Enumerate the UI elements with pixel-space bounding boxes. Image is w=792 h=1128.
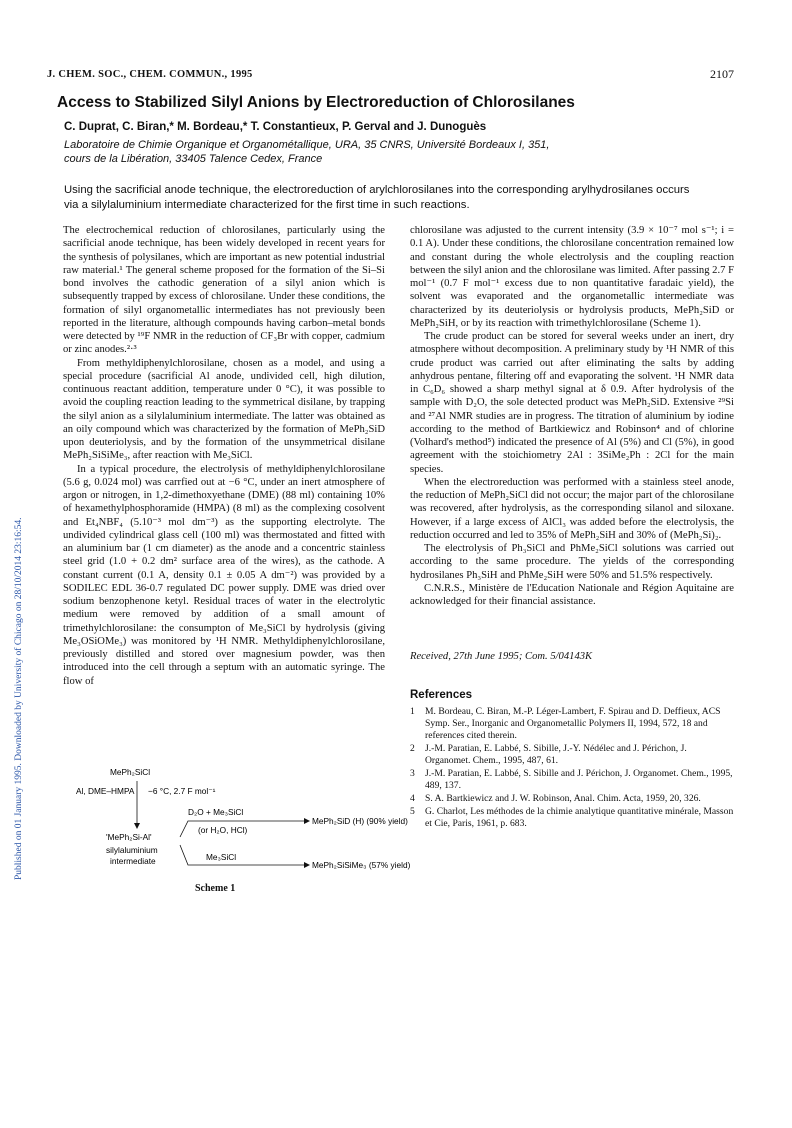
paragraph: From methyldiphenylchlorosilane, chosen as a model, and using a special procedure (sacrificial Al anode, undivided cell, high dilution, continuous reactant addition, temperature under 0 °C), it was possible to avoid the coupling reaction leading to the symmetrical disilane, by trapping the silyl anion as a silylaluminium intermediate. The latter was obtained as an oily compound which was characterized by the formation of MePh₂SiD upon deuteriolysis, and by the formation of the unsymmetrical disilane MePh₂SiSiMe₃, after reaction with Me₃SiCl. [63, 357, 385, 462]
scheme-arrowhead [304, 862, 310, 868]
affiliation [64, 138, 704, 166]
download-watermark-text: Published on 01 January 1995. Downloaded by University of Chicago on 28/10/2014 23:16:54. [14, 517, 24, 880]
paragraph: chlorosilane was adjusted to the current intensity (3.9 × 10⁻⁷ mol s⁻¹; i = 0.1 A). Under these conditions, the chlorosilane concentration remained low and constant during the whole electrolysis and the coupling reaction between the silyl anion and the chlorosilane was limited. After passing 2.7 F mol⁻¹ (0.7 F mol⁻¹ excess due to non quantitative faradaic yield), the solvent was evaporated and the organometallic intermediate was characterized by its deuteriolysis or hydrolysis products, MePh₂SiD or MePh₂SiH, or by its reaction with trimethylchlorosilane (Scheme 1). [410, 225, 734, 329]
body-column-left [63, 224, 385, 688]
reference-item: 3 J.-M. Paratian, E. Labbé, S. Sibille and J. Périchon, J. Organomet. Chem., 1995, 489, 137. [410, 768, 733, 791]
scheme-product-top: MePh₂SiD (H) (90% yield) [312, 816, 408, 826]
scheme-intermediate-label: intermediate [110, 856, 156, 866]
affiliation-line-2: cours de la Libération, 33405 Talence Cedex, France [64, 153, 323, 165]
scheme-intermediate-label: silylaluminium [106, 845, 158, 855]
acknowledgements: C.N.R.S., Ministère de l'Education Nationale and Région Aquitaine are acknowledged for their financial assistance. [410, 582, 734, 607]
reference-item: 1 M. Bordeau, C. Biran, M.-P. Léger-Lambert, F. Spirau and D. Deffieux, ACS Symp. Ser., Inorganic and Organometallic Polymers II, 1994, 572, 18 and references cited therein. [410, 706, 721, 741]
scheme-branch-bottom [180, 845, 308, 865]
scheme-arrowhead [134, 823, 140, 829]
references-heading: References [410, 689, 473, 701]
scheme-product-bottom: MePh₂SiSiMe₃ (57% yield) [312, 860, 411, 870]
scheme-reagent-top-alt: (or H₂O, HCl) [198, 825, 248, 835]
scheme-arrowhead [304, 818, 310, 824]
scheme-reagent-bottom: Me₃SiCl [206, 852, 237, 862]
paragraph: The electrochemical reduction of chlorosilanes, particularly using the sacrificial anode technique, has been widely developed in recent years for the synthesis of polysilanes, which are important as new potential industrial raw material.¹ The general scheme proposed for the formation of the Si–Si bond involves the cathodic generation of a silyl anion which is subsequently trapped by excess of chlorosilane. Under these conditions, the formation of silyl organometallic intermediates has not previously been reported in the literature, although compounds having carbon–metal bonds were detected by ¹⁹F NMR in the reduction of CF₃Br with copper, cadmium or zinc anodes.²·³ [63, 225, 385, 356]
paragraph: When the electroreduction was performed with a stainless steel anode, the reduction of MePh₂SiCl did not occur; the major part of the chlorosilane was recovered, after hydrolysis, as the corresponding silanol and siloxane. However, if a large excess of AlCl₃ was added before the electrolysis, the reduction occurred and led to 35% of MePh₂SiH and 30% of (MePh₂Si)₂. [410, 476, 734, 541]
abstract: Using the sacrificial anode technique, the electroreduction of arylchlorosilanes into the corresponding arylhydrosilanes occurs via a silylaluminium intermediate characterized for the first time in such reactions. [64, 184, 690, 211]
scheme-reagent-top: D₂O + Me₃SiCl [188, 807, 244, 817]
body-column-right [410, 224, 734, 608]
paragraph: The electrolysis of Ph₃SiCl and PhMe₂SiCl solutions was carried out according to the same procedure. The yields of the corresponding hydrosilanes Ph₃SiH and PhMe₂SiH were 50% and 51.5% respectively. [410, 543, 734, 581]
page-number: 2107 [710, 67, 734, 81]
scheme-conditions-right: −6 °C, 2.7 F mol⁻¹ [148, 786, 216, 796]
received-date: Received, 27th June 1995; Com. 5/04143K [410, 651, 593, 662]
affiliation-line-1: Laboratoire de Chimie Organique et Organométallique, URA, 35 CNRS, Université Bordeaux I, 351, [64, 139, 550, 151]
reference-list [410, 706, 734, 831]
scheme-conditions-left: Al, DME–HMPA [76, 786, 135, 796]
article-title: Access to Stabilized Silyl Anions by Electroreduction of Chlorosilanes [57, 94, 575, 111]
reference-item: 2 J.-M. Paratian, E. Labbé, S. Sibille, J.-Y. Nédélec and J. Périchon, J. Organomet. Chem., 1995, 487, 61. [410, 743, 687, 766]
scheme-start: MePh₂SiCl [110, 767, 151, 777]
scheme-intermediate: 'MePh₂Si-Al' [106, 832, 152, 842]
download-watermark [2, 180, 24, 880]
reference-item: 4 S. A. Bartkiewicz and J. W. Robinson, Anal. Chim. Acta, 1959, 20, 326. [410, 793, 701, 804]
paragraph: The crude product can be stored for several weeks under an inert, dry atmosphere without decomposition. A preliminary study by ¹H NMR of this crude product was carried out after eliminating the salts by adding anhydrous pentane, filtering off and evaporating the solvent. ¹H NMR data in C₆D₆ showed a sharp methyl signal at δ 0.9. After hydrolysis of the sample with D₂O, the sole detected product was MePh₂SiD. Extensive ²⁹Si and ²⁷Al NMR studies are in progress. The titration of aluminium by iodine according to the method of Bartkiewicz and Robinson⁴ and of chlorine (Volhard's method⁵) indicated the presence of Al (5%) and Cl (5%), in good agreement with the stoichiometry 2Al : 3SiMe₂Ph : 2Cl for the main species. [410, 331, 734, 475]
journal-header: J. CHEM. SOC., CHEM. COMMUN., 1995 [47, 69, 253, 80]
reference-item: 5 G. Charlot, Les méthodes de la chimie analytique quantitative minérale, Masson et Cie, Paris, 1961, p. 683. [410, 806, 734, 829]
author-list: C. Duprat, C. Biran,* M. Bordeau,* T. Constantieux, P. Gerval and J. Dunoguès [64, 121, 487, 133]
scheme-caption: Scheme 1 [195, 883, 236, 894]
paragraph: In a typical procedure, the electrolysis of methyldiphenylchlorosilane (5.6 g, 0.024 mol) was carrfied out at −6 °C, under an inert atmosphere of argon or nitrogen, in 1,2-dimethoxyethane (DME) (88 ml) containing 10% of hexamethylphosphoramide (HMPA) (8 ml) as the complexing cosolvent and Et₄NBF₄ (5.10⁻³ mol dm⁻³) as the supporting electrolyte. The undivided cylindrical glass cell (100 ml) was thermostated and fitted with an aluminium bar (1 cm diameter) as the anode and a concentric stainless steel grid (1.0 + 0.2 dm² surface area of the wires), as the cathode. A constant current (0.1 A, density 0.1 ± 0.05 A dm⁻²) was provided by a SODILEC EDL 36-0.7 regulated DC power supply. DME was dried over sodium benzophenone ketyl. Residual traces of water in the electrolytic medium were removed by addition of a small amount of trimethylchlorosilane: the consumpton of Me₃SiCl by hydrolysis (giving Me₃OSiOMe₃) was monitored by ¹H NMR. Methyldiphenylchlorosilane, previously distilled and stored over magnesium powder, was then introduced into the cell through a septum with an automatic syringe. The flow of [63, 463, 385, 687]
